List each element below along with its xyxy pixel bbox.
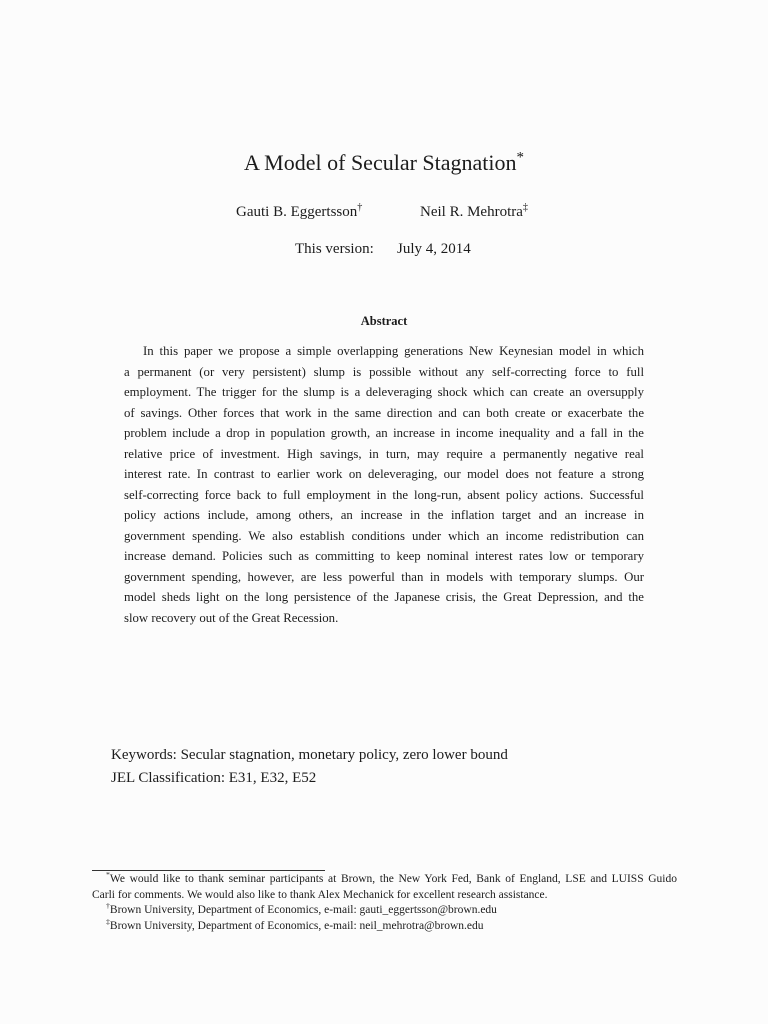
author-name: Neil R. Mehrotra bbox=[420, 204, 523, 220]
footnotes bbox=[92, 872, 677, 934]
author-footnote-mark: ‡ bbox=[522, 202, 528, 213]
keywords: Keywords: Secular stagnation, monetary policy, zero lower bound bbox=[111, 747, 508, 763]
abstract-line: a permanent (or very persistent) slump is possible without any self-correcting force to full bbox=[124, 364, 644, 379]
footnote-text: Brown University, Department of Economics, e-mail: gauti_eggertsson@brown.edu bbox=[109, 904, 497, 917]
abstract-line: self-correcting force back to full employment in the long-run, absent policy actions. Successful bbox=[124, 487, 644, 502]
footnote-mark: † bbox=[106, 903, 110, 911]
footnote-mark: ‡ bbox=[106, 918, 110, 926]
footnote-acknowledgements-line: Carli for comments. We would also like to thank Alex Mechanick for excellent research assistance. bbox=[92, 888, 548, 901]
footnote-mehrotra bbox=[92, 919, 677, 935]
abstract-line: model sheds light on the long persistence of the Japanese crisis, the Great Depression, and the bbox=[124, 590, 644, 604]
abstract-heading: Abstract bbox=[360, 314, 408, 328]
abstract-line: relative price of investment. High savings, in turn, may require a permanently negative real bbox=[124, 446, 644, 461]
abstract-line: increase demand. Policies such as committing to keep nominal interest rates low or temporary bbox=[124, 549, 644, 563]
abstract-line: problem include a drop in population growth, an increase in income inequality and a fall in the bbox=[124, 426, 644, 440]
paper-metadata bbox=[111, 744, 508, 790]
abstract-line: of savings. Other forces that work in the same direction and can both create or exacerbate the bbox=[124, 405, 644, 420]
abstract-body bbox=[124, 341, 644, 628]
footnote-acknowledgements-line bbox=[92, 872, 677, 888]
paper-title-text: A Model of Secular Stagnation bbox=[244, 150, 517, 175]
abstract-line: In this paper we propose a simple overlapping generations New Keynesian model in which bbox=[143, 344, 644, 358]
abstract-line: government spending, however, are less powerful than in models with temporary slumps. Our bbox=[124, 569, 644, 584]
abstract-line: interest rate. In contrast to earlier work on deleveraging, our model does not feature a strong bbox=[124, 467, 644, 481]
jel-classification: JEL Classification: E31, E32, E52 bbox=[111, 770, 317, 786]
author-footnote-mark: † bbox=[357, 202, 363, 213]
footnote-text: Brown University, Department of Economics, e-mail: neil_mehrotra@brown.edu bbox=[109, 919, 484, 932]
footnote-eggertsson bbox=[92, 903, 677, 919]
abstract-line: employment. The trigger for the slump is a deleveraging shock which can create an oversupply bbox=[124, 385, 644, 399]
author-name: Gauti B. Eggertsson bbox=[236, 204, 358, 220]
abstract-line: government spending. We also establish conditions under which an income redistribution can bbox=[124, 528, 644, 543]
version-date: July 4, 2014 bbox=[397, 241, 471, 257]
title-footnote-mark: * bbox=[516, 149, 524, 166]
footnote-rule bbox=[92, 870, 325, 871]
footnote-text: We would like to thank seminar participants at Brown, the New York Fed, Bank of England, LSE and LUISS Guido bbox=[109, 873, 677, 885]
version-label: This version: bbox=[295, 241, 374, 257]
author-eggertsson bbox=[236, 202, 362, 222]
footnote-mark: * bbox=[106, 872, 110, 880]
author-mehrotra bbox=[420, 202, 528, 222]
abstract-line: policy actions include, among others, an increase in the inflation target and an increase in bbox=[124, 508, 644, 522]
paper-title bbox=[0, 150, 768, 176]
abstract-line: slow recovery out of the Great Recession. bbox=[124, 610, 339, 625]
